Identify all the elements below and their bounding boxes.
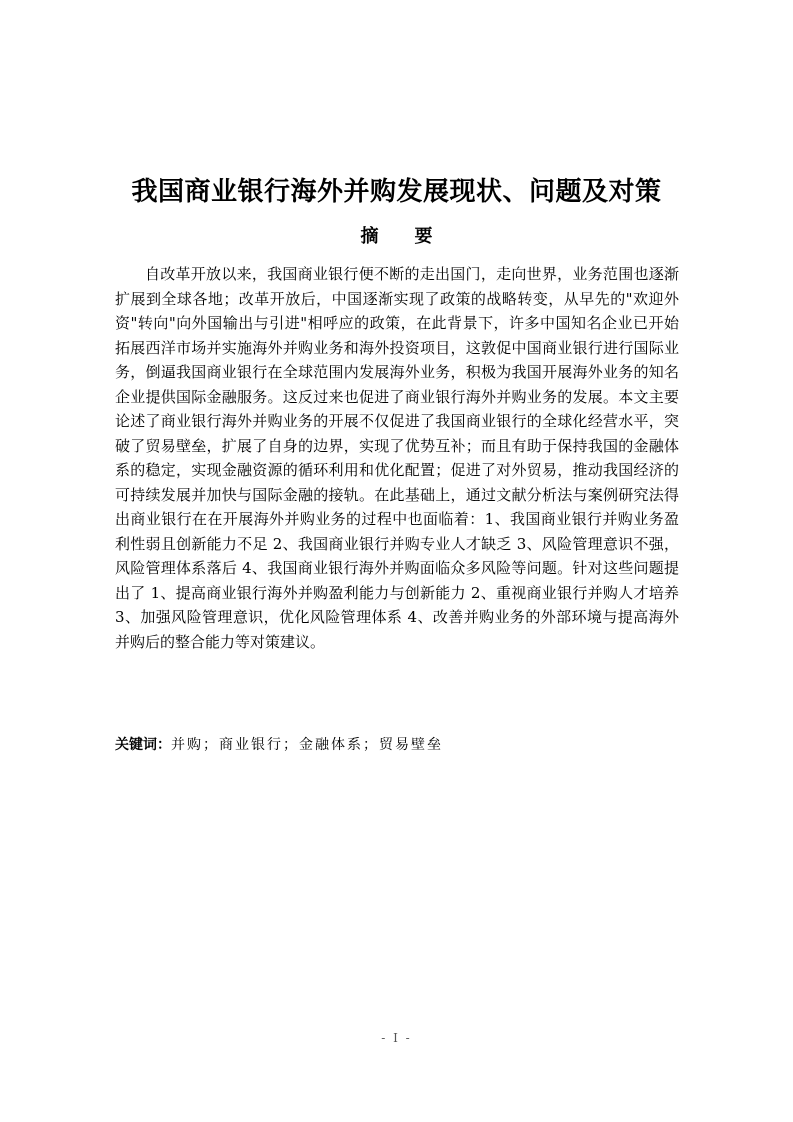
abstract-line: 务，倒逼我国商业银行在全球范围内发展海外业务，积极为我国开展海外业务的知名: [115, 363, 679, 381]
page-number: - I -: [381, 1031, 412, 1045]
page-title: 我国商业银行海外并购发展现状、问题及对策: [131, 177, 662, 207]
abstract-body: [115, 262, 679, 654]
abstract-line: 拓展西洋市场并实施海外并购业务和海外投资项目，这敦促中国商业银行进行国际业: [115, 338, 679, 357]
abstract-line: 资"转向"向外国输出与引进"相呼应的政策，在此背景下，许多中国知名企业已开始: [115, 314, 679, 332]
abstract-line: 风险管理体系落后 4、我国商业银行海外并购面临众多风险等问题。针对这些问题提: [115, 559, 679, 577]
abstract-line: 出商业银行在在开展海外并购业务的过程中也面临着：1、我国商业银行并购业务盈: [115, 510, 679, 528]
abstract-line: 可持续发展并加快与国际金融的接轨。在此基础上，通过文献分析法与案例研究法得: [115, 485, 679, 504]
abstract-line: 破了贸易壁垒，扩展了自身的边界，实现了优势互补；而且有助于保持我国的金融体: [115, 436, 679, 455]
abstract-line: 并购后的整合能力等对策建议。: [115, 632, 326, 651]
abstract-line: 3、加强风险管理意识，优化风险管理体系 4、改善并购业务的外部环境与提高海外: [115, 608, 679, 626]
keywords: [115, 734, 443, 756]
keywords-label: 关键词：: [115, 737, 171, 753]
abstract-line: 利性弱且创新能力不足 2、我国商业银行并购专业人才缺乏 3、风险管理意识不强，: [115, 534, 679, 553]
keywords-value: 并购；商业银行；金融体系；贸易壁垒: [171, 737, 443, 753]
abstract-heading: 摘要: [360, 226, 469, 247]
abstract-line: 企业提供国际金融服务。这反过来也促进了商业银行海外并购业务的发展。本文主要: [115, 387, 679, 406]
abstract-line: 扩展到全球各地；改革开放后，中国逐渐实现了政策的战略转变，从早先的"欢迎外: [115, 289, 679, 308]
abstract-line: 自改革开放以来，我国商业银行便不断的走出国门，走向世界，业务范围也逐渐: [145, 265, 679, 283]
abstract-line: 系的稳定，实现金融资源的循环利用和优化配置；促进了对外贸易，推动我国经济的: [115, 461, 679, 479]
abstract-line: 论述了商业银行海外并购业务的开展不仅促进了我国商业银行的全球化经营水平，突: [115, 412, 679, 430]
abstract-line: 出了 1、提高商业银行海外并购盈利能力与创新能力 2、重视商业银行并购人才培养: [115, 583, 679, 602]
